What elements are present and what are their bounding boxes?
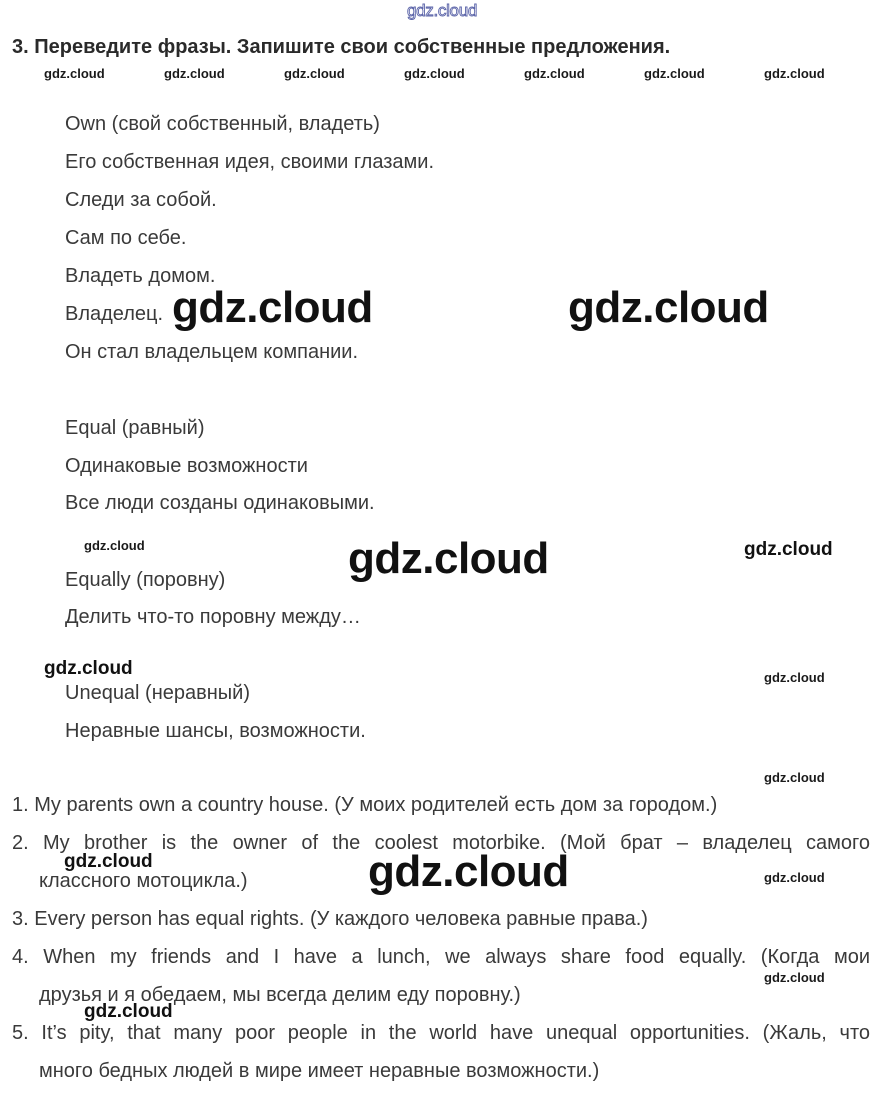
phrase-unequal: Unequal (неравный) xyxy=(65,682,251,704)
watermark: gdz.cloud xyxy=(568,283,769,332)
phrase-own: Own (свой собственный, владеть) xyxy=(65,113,380,135)
sentence-1 xyxy=(12,786,870,824)
phrase-item: Следи за собой. xyxy=(65,189,217,211)
watermark: gdz.cloud xyxy=(164,66,225,81)
watermark: gdz.cloud xyxy=(764,66,825,81)
watermark: gdz.cloud xyxy=(524,66,585,81)
phrase-item: Одинаковые возможности xyxy=(65,455,308,477)
phrase-item: Он стал владельцем компании. xyxy=(65,341,359,363)
watermark: gdz.cloud xyxy=(84,538,145,553)
watermark: gdz.cloud xyxy=(764,970,825,985)
phrase-item: Неравные шансы, возможности. xyxy=(65,720,366,742)
watermark: gdz.cloud xyxy=(172,283,373,332)
watermark: gdz.cloud xyxy=(404,66,465,81)
watermark: gdz.cloud xyxy=(84,1001,173,1022)
phrase-item: Владеть домом. xyxy=(65,265,216,287)
sentence-line: друзья и я обедаем, мы всегда делим еду поровну.) xyxy=(39,984,521,1006)
sentence-line: много бедных людей в мире имеет неравные возможности.) xyxy=(39,1060,600,1082)
watermark: gdz.cloud xyxy=(644,66,705,81)
watermark: gdz.cloud xyxy=(64,851,153,872)
sentence-5 xyxy=(12,1014,870,1090)
phrase-item: Владелец. xyxy=(65,303,164,325)
sentence-line: 3. Every person has equal rights. (У каждого человека равные права.) xyxy=(12,908,648,930)
watermark: gdz.cloud xyxy=(368,847,569,896)
sentence-line: 5. It’s pity, that many poor people in the world have unequal opportunities. (Жаль, что xyxy=(12,1022,870,1044)
phrase-item: Сам по себе. xyxy=(65,227,187,249)
watermark: gdz.cloud xyxy=(284,66,345,81)
watermark: gdz.cloud xyxy=(764,670,825,685)
watermark: gdz.cloud xyxy=(744,539,833,560)
sentence-line: 1. My parents own a country house. (У моих родителей есть дом за городом.) xyxy=(12,794,718,816)
exercise-heading: 3. Переведите фразы. Запишите свои собственные предложения. xyxy=(12,36,671,58)
watermark: gdz.cloud xyxy=(44,66,105,81)
phrase-item: Его собственная идея, своими глазами. xyxy=(65,151,435,173)
phrase-equally: Equally (поровну) xyxy=(65,569,226,591)
top-watermark: gdz.cloud xyxy=(406,1,478,20)
sentence-3 xyxy=(12,900,870,938)
watermark: gdz.cloud xyxy=(764,870,825,885)
sentence-line: классного мотоцикла.) xyxy=(39,870,248,892)
phrase-equal: Equal (равный) xyxy=(65,417,205,439)
watermark: gdz.cloud xyxy=(44,658,133,679)
phrase-item: Все люди созданы одинаковыми. xyxy=(65,492,375,514)
phrase-item: Делить что-то поровну между… xyxy=(65,606,361,628)
watermark: gdz.cloud xyxy=(764,770,825,785)
sentence-line: 2. My brother is the owner of the coolest motorbike. (Мой брат – владелец самого xyxy=(12,832,870,854)
watermark: gdz.cloud xyxy=(348,534,549,583)
sentence-line: 4. When my friends and I have a lunch, we always share food equally. (Когда мои xyxy=(12,946,870,968)
